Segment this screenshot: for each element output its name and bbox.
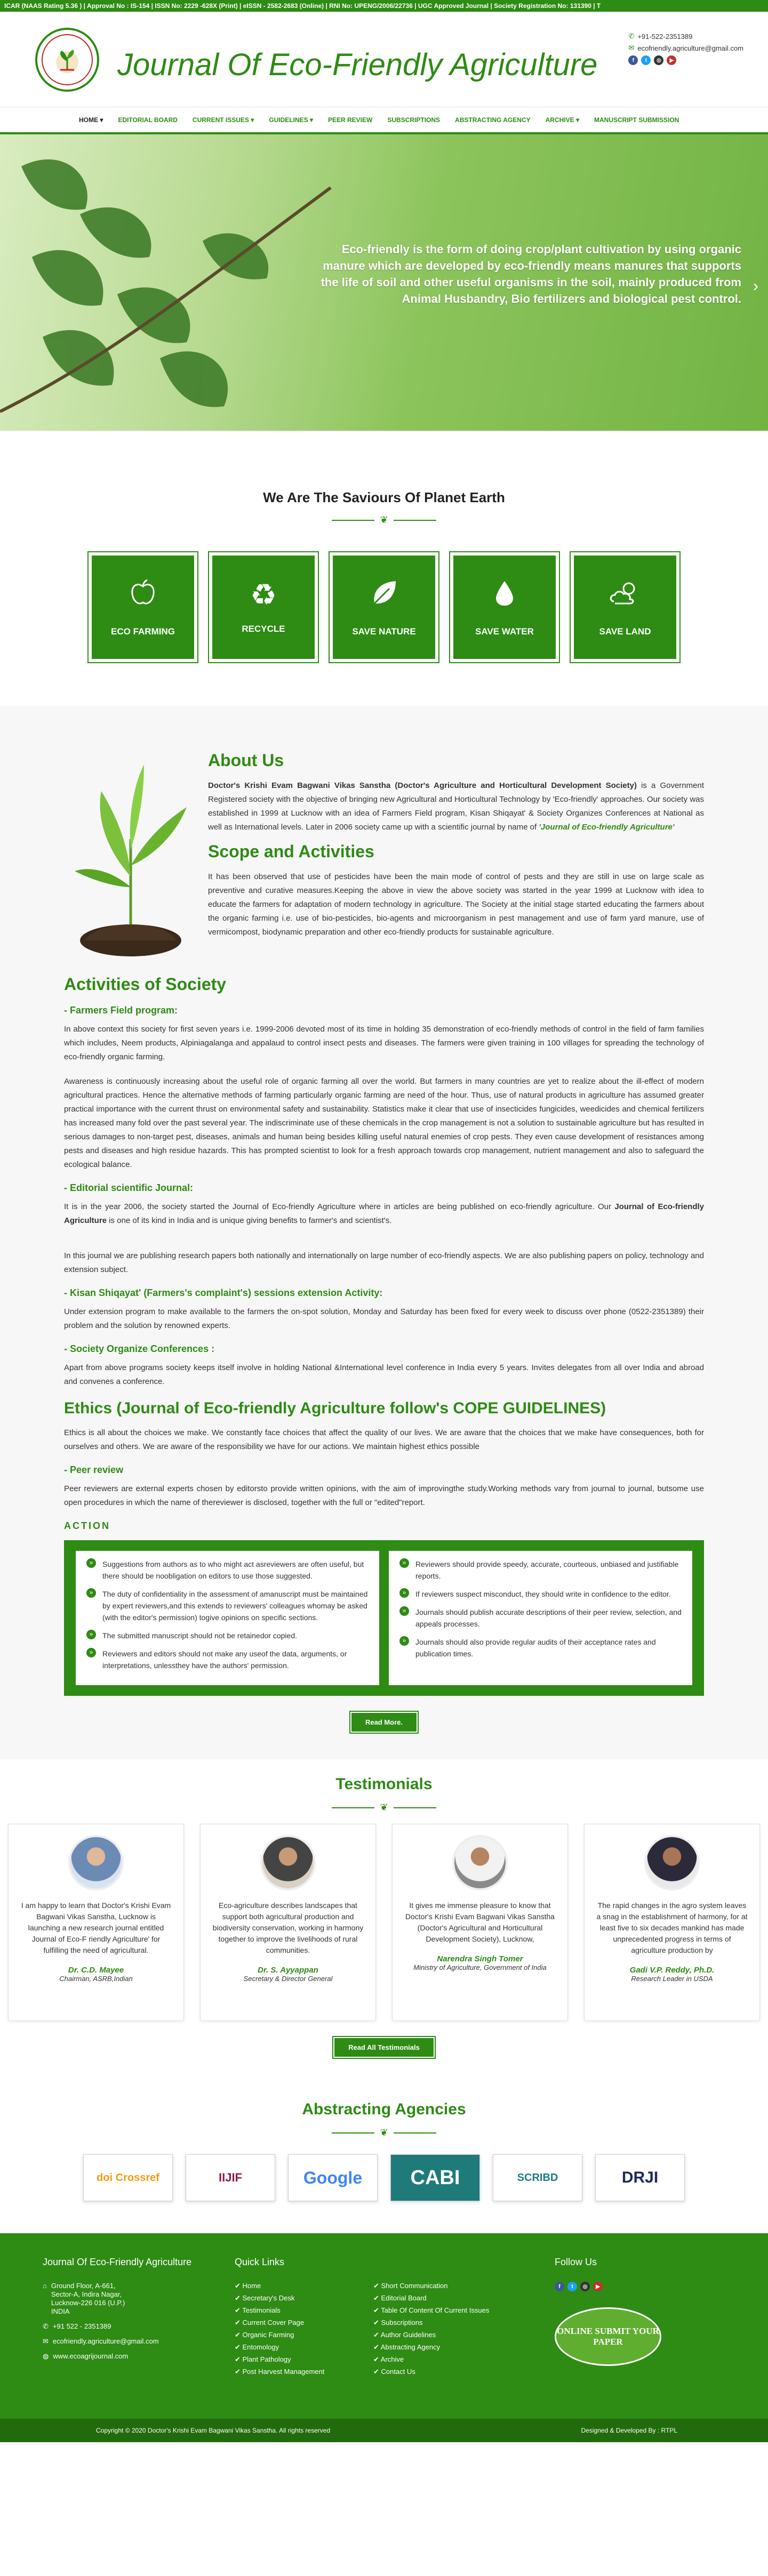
tile-save-nature[interactable]: SAVE NATURE: [330, 552, 438, 662]
cloud-sun-icon: [606, 578, 644, 613]
action-list-right: [389, 1551, 692, 1685]
footer-link[interactable]: ✔ Entomology: [235, 2343, 373, 2352]
testimonial-card: I am happy to learn that Doctor's Krishi Evam Bagwani Vikas Sanstha, Lucknow is launching a new research journal entitled Journal of Eco-F riendly Agriculture' for fulfilling the need of agricultural. Dr. C.D. Mayee Chairman, ASRB,Indian: [8, 1824, 184, 2021]
kisan-heading: - Kisan Shiqayat' (Farmers's complaint's) sessions extension Activity:: [64, 1287, 383, 1298]
globe-icon: ◍: [43, 2352, 49, 2360]
editorial-paragraph-2: In this journal we are publishing research papers both nationally and internationally on large number of eco-friendly aspects. We are also publishing papers on policy, technology and extension subject.: [64, 1251, 704, 1274]
tile-save-land[interactable]: SAVE LAND: [571, 552, 679, 662]
peer-review-paragraph: Peer reviewers are external experts chosen by editorsto provide written opinions, with the aim of improvingthe study.Working methods vary from journal to journal, butsome use open procedures in which the name of thereviewer is disclosed, together with the full or "edited"report.: [64, 1484, 704, 1507]
about-section: [0, 706, 768, 1759]
crossref-logo[interactable]: doi Crossref: [83, 2154, 173, 2201]
leaf-icon: [369, 578, 399, 613]
testimonials-title: Testimonials: [335, 1775, 433, 1793]
footer-link[interactable]: ✔ Plant Pathology: [235, 2355, 373, 2364]
phone-icon: ✆: [43, 2322, 49, 2330]
action-box: [64, 1540, 704, 1696]
saviours-title: We Are The Saviours Of Planet Earth: [263, 489, 505, 505]
footer-contact: Journal Of Eco-Friendly Agriculture ⌂ Ground Floor, A-661, Sector-A, Indira Nagar, Lucknow-226 016 (U.P.) INDIA ✆ +91 522 - 2351389 ✉ ecofriendly.agriculture@gmail.com ◍ www.ecoagrijournal.com: [43, 2257, 192, 2360]
farmers-heading: - Farmers Field program:: [64, 1005, 178, 1016]
conferences-heading: - Society Organize Conferences :: [64, 1343, 215, 1354]
recycle-icon: ♻: [250, 578, 277, 611]
footer-link[interactable]: ✔ Testimonials: [235, 2306, 373, 2315]
about-paragraph: Doctor's Krishi Evam Bagwani Vikas Sanstha (Doctor's Agriculture and Horticultural Development Society) is a Government Registered society with the objective of bringing new Agricultural and Horticultural Technology by 'Eco-friendly' approaches. Our society was established in 1999 at Lucknow with an idea of Farmers Field program, Kisan Shiqayat' & Society Organizes Conferences at National as well as International levels. Later in 2006 society came up with a scientific journal by name of 'Journal of Eco-friendly Agriculture': [208, 781, 704, 832]
footer-link[interactable]: ✔ Archive: [373, 2355, 501, 2364]
drji-logo[interactable]: DRJI: [595, 2154, 685, 2201]
list-item: » Suggestions from authors as to who might act asreviewers are often useful, but there should be noobligation on editors to use those suggested.: [86, 1558, 369, 1582]
nav-home[interactable]: HOME ▾: [79, 116, 103, 124]
site-footer: [0, 2233, 768, 2419]
abstracting-title: Abstracting Agencies: [302, 2100, 466, 2118]
editorial-paragraph: It is in the year 2006, the society started the Journal of Eco-friendly Agriculture where in articles are being published on eco-friendly agriculture. Our Journal of Eco-friendly Agriculture is one of its kind in India and is unique giving benefits to farmer's and scientist's.: [64, 1202, 704, 1225]
footer-follow: Follow Us f t ◎ ▶ ONLINE SUBMIT YOUR PAPER: [555, 2257, 704, 2380]
header-phone[interactable]: +91-522-2351389: [637, 32, 693, 41]
read-all-testimonials-button[interactable]: Read All Testimonials: [333, 2037, 435, 2058]
footer-link[interactable]: ✔ Abstracting Agency: [373, 2343, 501, 2352]
facebook-icon[interactable]: f: [555, 2282, 564, 2291]
plant-emblem-icon: [54, 46, 81, 73]
twitter-icon[interactable]: t: [567, 2282, 577, 2291]
peer-review-heading: - Peer review: [64, 1464, 124, 1475]
nav-archive[interactable]: ARCHIVE ▾: [545, 116, 579, 124]
instagram-icon[interactable]: ◎: [580, 2282, 590, 2291]
nav-manuscript-submission[interactable]: MANUSCRIPT SUBMISSION: [594, 116, 679, 124]
copyright-text: Copyright © 2020 Doctor's Krishi Evam Bagwani Vikas Sanstha. All rights reserved: [96, 2427, 331, 2434]
nav-guidelines[interactable]: GUIDELINES ▾: [269, 116, 313, 124]
abstracting-section: [0, 2090, 768, 2233]
copyright-bar: [0, 2419, 768, 2442]
section-divider: [0, 514, 768, 526]
footer-link[interactable]: ✔ Contact Us: [373, 2368, 501, 2376]
header-email[interactable]: ecofriendly.agriculture@gmail.com: [637, 44, 743, 52]
tile-eco-farming[interactable]: ECO FARMING: [89, 552, 197, 662]
seedling-image: [64, 743, 197, 967]
scribd-logo[interactable]: SCRIBD: [493, 2154, 582, 2201]
editorial-heading: - Editorial scientific Journal:: [64, 1182, 194, 1193]
hero-slider: [0, 134, 768, 431]
ethics-paragraph: Ethics is all about the choices we make. We constantly face choices that affect the quality of our lives. We are aware that the choices that we make have consequences, both for ourselves and others. We are aware of the responsibility we have for our actions. We maintain highest ethics possible: [64, 1428, 704, 1451]
site-header: [0, 12, 768, 107]
kisan-paragraph: Under extension program to make available to the farmers the on-spot solution, Monday and Saturday has been fixed for every week to discuss over phone (0522-2351389) their problem and the solution by renowned experts.: [64, 1307, 704, 1330]
action-list-left: [76, 1551, 379, 1685]
list-item: » Journals should also provide regular audits of their acceptance rates and publication times.: [399, 1636, 682, 1660]
google-scholar-logo[interactable]: Google: [288, 2154, 378, 2201]
iijif-logo[interactable]: IIJIF: [186, 2154, 275, 2201]
conferences-paragraph: Apart from above programs society keeps itself involve in holding National &International level conference in India every 5 years. Invites delegates from all over India and abroad and convenes a conference.: [64, 1363, 704, 1386]
mail-icon: ✉: [628, 44, 635, 52]
activities-title: Activities of Society: [64, 975, 227, 994]
testimonial-card: The rapid changes in the agro system leaves a snag in the establishment of harmony, for at least five to six decades mankind has made unprecedented progress in terms of agriculture production by Gadi V.P. Reddy, Ph.D. Research Leader in USDA: [584, 1824, 760, 2021]
list-item: » If reviewers suspect misconduct, they should write in confidence to the editor.: [399, 1588, 682, 1600]
list-item: » The duty of confidentiality in the assessment of amanuscript must be maintained by expert reviewers,and this extends to reviewers' colleagues whomay be asked (with the editor's permission) togive opinions on specific sections.: [86, 1588, 369, 1623]
online-submit-button[interactable]: ONLINE SUBMIT YOUR PAPER: [555, 2307, 661, 2366]
testimonials-section: [0, 1759, 768, 2090]
youtube-icon[interactable]: ▶: [593, 2282, 603, 2291]
read-more-button[interactable]: Read More.: [350, 1712, 418, 1733]
site-logo[interactable]: [35, 28, 99, 92]
avatar: [452, 1835, 508, 1890]
footer-link[interactable]: ✔ Short Communication: [373, 2282, 501, 2290]
hero-text: Eco-friendly is the form of doing crop/plant cultivation by using organic manure which are developed by eco-friendly means manures that supports the life of soil and other useful organisms in the soil, mainly produced from Animal Husbandry, Bio fertilizers and biological pest control.: [321, 243, 741, 305]
avatar: [260, 1835, 316, 1890]
about-title: About Us: [208, 751, 284, 770]
instagram-icon[interactable]: ◎: [654, 55, 663, 65]
footer-link[interactable]: ✔ Table Of Content Of Current Issues: [373, 2306, 501, 2315]
drop-icon: [490, 578, 519, 613]
nav-peer-review[interactable]: PEER REVIEW: [328, 116, 373, 124]
list-item: » Journals should publish accurate descriptions of their peer review, selection, and appeals processes.: [399, 1606, 682, 1630]
youtube-icon[interactable]: ▶: [667, 55, 676, 65]
slider-next-icon[interactable]: ›: [753, 277, 758, 295]
footer-link[interactable]: ✔ Subscriptions: [373, 2319, 501, 2327]
nav-subscriptions[interactable]: SUBSCRIPTIONS: [387, 116, 441, 124]
header-contacts: [628, 32, 743, 68]
awareness-paragraph: Awareness is continuously increasing about the useful role of organic farming all over the world. But farmers in many countries are yet to realize about the ill-effect of modern agricultural practices. Hence the alternative methods of farming particularly organic farming are need of the hour. Thus, use of natural products in agriculture has assumed greater practical importance with the current thrust on environmental safety and sustainability. Statistics make it clear that use of insecticides fungicides, weedicides and chemical fertilizers has increased many fold over the past several year. The indiscriminate use of these chemicals in the crop management is not a solution to sustainable agriculture but has resulted in serious damages to non-target pest, diseases, animals and human being besides killing useful natural enemies of crop pests. They even cause development of resistances among pests and diseases and high residue hazards. This has prompted scientist to look for a fresh approach towards crop management, nutrient management and also to safeguard the ecological balance.: [64, 1077, 704, 1169]
footer-link[interactable]: ✔ Organic Farming: [235, 2331, 373, 2339]
leaf-icon: ❦: [380, 1802, 388, 1813]
section-divider: [0, 1802, 768, 1813]
testimonial-card: Eco-agriculture describes landscapes that support both agricultural production and biodiversity conservation, working in harmony together to improve the livelihoods of rural communities. Dr. S. Ayyappan Secretary & Director General: [200, 1824, 376, 2021]
site-title[interactable]: Journal Of Eco-Friendly Agriculture: [117, 47, 598, 82]
footer-link[interactable]: ✔ Current Cover Page: [235, 2319, 373, 2327]
facebook-icon[interactable]: f: [628, 55, 638, 65]
tile-recycle[interactable]: ♻ RECYCLE: [209, 552, 318, 662]
tile-save-water[interactable]: SAVE WATER: [450, 552, 559, 662]
footer-link[interactable]: ✔ Editorial Board: [373, 2294, 501, 2303]
leaves-illustration: [0, 134, 341, 431]
section-divider: [0, 2127, 768, 2138]
ethics-title: Ethics (Journal of Eco-friendly Agriculture follow's COPE GUIDELINES): [64, 1399, 606, 1417]
top-ticker: ICAR (NAAS Rating 5.36 ) | Approval No : IS-154 | ISSN No: 2229 -628X (Print) | eISSN - 2582-2683 (Online) | RNI No: UPENG/2006/22736 | UGC Approved Journal | Society Registration No: 131390 | T: [0, 0, 768, 12]
list-item: » Reviewers and editors should not make any useof the data, arguments, or interpretations, unlessthey have the authors' permission.: [86, 1648, 369, 1671]
list-item: » Reviewers should provide speedy, accurate, courteous, unbiased and justifiable reports.: [399, 1558, 682, 1582]
footer-link[interactable]: ✔ Home: [235, 2282, 373, 2290]
footer-link[interactable]: ✔ Secretary's Desk: [235, 2294, 373, 2303]
avatar: [644, 1835, 700, 1890]
cabi-logo[interactable]: CABI: [390, 2154, 480, 2201]
main-nav: [0, 107, 768, 134]
farmers-paragraph: In above context this society for first seven years i.e. 1999-2006 devoted most of its time in holding 35 demonstration of eco-friendly methods of control in the field of farm families which includes, Neem products, Alpiniagalanga and appalaud to control insect pests and diseases. The farmers were given training in 100 villages for spreading the technology of eco-friendly organic farming.: [64, 1025, 704, 1061]
footer-quick-links: Quick Links ✔ Home ✔ Short Communication ✔ Secretary's Desk ✔ Editorial Board ✔ Testimonials ✔ Table Of Content Of Current Issues ✔ Current Cover Page ✔ Subscriptions ✔ Organic Farming ✔ Author Guidelines ✔ Entomology ✔ Abstracting Agency ✔ Plant Pathology ✔ Archive ✔ Post Harvest Management ✔ Contact Us: [235, 2257, 533, 2380]
leaf-icon: ❦: [380, 2127, 388, 2138]
mail-icon: ✉: [43, 2337, 49, 2345]
avatar: [68, 1835, 124, 1890]
footer-link[interactable]: ✔ Post Harvest Management: [235, 2368, 373, 2376]
location-icon: ⌂: [43, 2282, 47, 2290]
apple-icon: [128, 578, 158, 613]
action-title: ACTION: [64, 1520, 110, 1531]
saviours-section: [0, 431, 768, 706]
footer-link[interactable]: ✔ Author Guidelines: [373, 2331, 501, 2339]
scope-paragraph: It has been observed that use of pesticides have been the main mode of control of pests and they are still in use on large scale as preventive and curative measures.Keeping the above in view the above society was started in the year 1999 at Lucknow with idea to educate the farmers for adaptation of modern technology in agriculture. The Society at the initial stage started educating the farmers about the organic farming i.e. use of bio-pesticides, bio-agents and microorganism in pest management and use of farm yard manure, use of vermicompost, biodynamic preparation and other eco-friendly products for sustainable agriculture.: [208, 872, 704, 937]
nav-abstracting-agency[interactable]: ABSTRACTING AGENCY: [455, 116, 531, 124]
phone-icon: ✆: [628, 32, 635, 40]
twitter-icon[interactable]: t: [641, 55, 651, 65]
nav-editorial-board[interactable]: EDITORIAL BOARD: [118, 116, 178, 124]
testimonial-card: It gives me immense pleasure to know that Doctor's Krishi Evam Bagwani Vikas Sanstha (Doctor's Agricultural and Horticultural Development Society), Lucknow, Narendra Singh Tomer Ministry of Agriculture, Government of India: [392, 1824, 568, 2021]
leaf-icon: ❦: [380, 514, 388, 525]
scope-title: Scope and Activities: [208, 842, 374, 861]
designed-by[interactable]: Designed & Developed By : RTPL: [581, 2427, 677, 2434]
nav-current-issues[interactable]: CURRENT ISSUES ▾: [192, 116, 254, 124]
list-item: » The submitted manuscript should not be retainedor copied.: [86, 1630, 369, 1641]
